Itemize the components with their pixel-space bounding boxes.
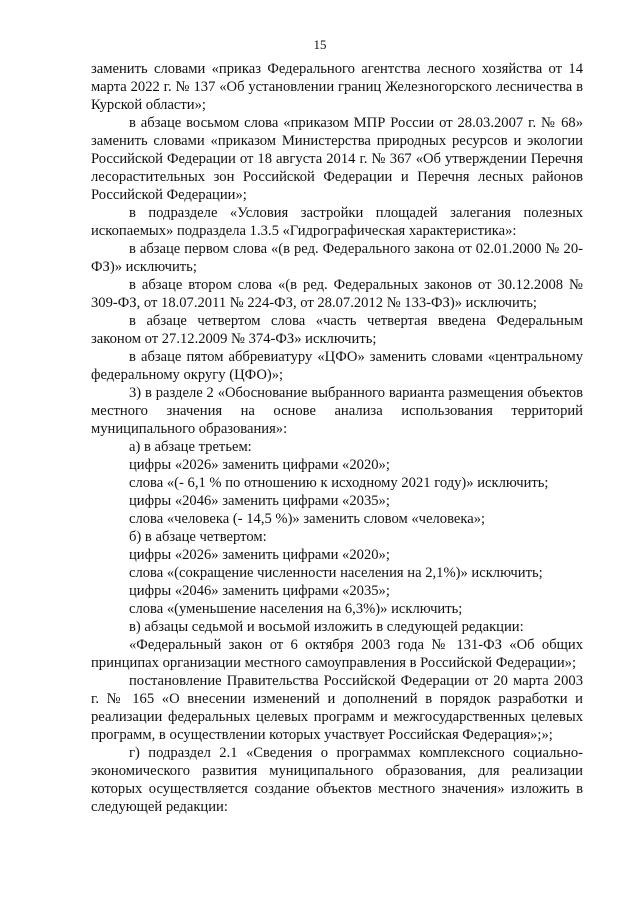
paragraph: в абзаце пятом аббревиатуру «ЦФО» заменить словами «центральному федеральному округу (ЦФО)»; [91, 349, 583, 383]
paragraph: а) в абзаце третьем: [129, 439, 252, 455]
paragraph: в) абзацы седьмой и восьмой изложить в следующей редакции: [129, 619, 524, 635]
paragraph: цифры «2026» заменить цифрами «2020»; [129, 547, 390, 563]
paragraph: б) в абзаце четвертом: [129, 529, 267, 545]
paragraph: в абзаце восьмом слова «приказом МПР России от 28.03.2007 г. № 68» заменить словами «приказом Министерства природных ресурсов и экологии Российской Федерации от 18 августа 2014 г. № 367 «Об утверждении Перечня лесорастительных зон Российской Федерации и Перечня лесных районов Российской Федерации»; [91, 115, 583, 203]
paragraph: слова «(- 6,1 % по отношению к исходному 2021 году)» исключить; [129, 475, 549, 491]
paragraph: «Федеральный закон от 6 октября 2003 года № 131-ФЗ «Об общих принципах организации местного самоуправления в Российской Федерации»; [91, 637, 583, 671]
paragraph: в абзаце втором слова «(в ред. Федеральных законов от 30.12.2008 № 309-ФЗ, от 18.07.2011 № 224-ФЗ, от 28.07.2012 № 133-ФЗ)» исключить; [91, 277, 583, 311]
paragraph: слова «человека (- 14,5 %)» заменить словом «человека»; [129, 511, 486, 527]
paragraph: в подразделе «Условия застройки площадей залегания полезных ископаемых» подраздела 1.3.5 «Гидрографическая характеристика»: [91, 205, 583, 239]
paragraph: 3) в разделе 2 «Обоснование выбранного варианта размещения объектов местного значения на основе анализа использования территорий муниципального образования»: [91, 385, 583, 437]
paragraph: слова «(сокращение численности населения на 2,1%)» исключить; [129, 565, 543, 581]
paragraph: цифры «2046» заменить цифрами «2035»; [129, 493, 390, 509]
paragraph: г) подраздел 2.1 «Сведения о программах комплексного социально-экономического развития муниципального образования, для реализации которых осуществляется создание объектов местного значения» изложить в следующей редакции: [91, 745, 583, 815]
paragraph: цифры «2046» заменить цифрами «2035»; [129, 583, 390, 599]
paragraph: слова «(уменьшение населения на 6,3%)» исключить; [129, 601, 463, 617]
paragraph: заменить словами «приказ Федерального агентства лесного хозяйства от 14 марта 2022 г. № 137 «Об установлении границ Железногорского лесничества в Курской области»; [91, 61, 583, 113]
paragraph: в абзаце первом слова «(в ред. Федерального закона от 02.01.2000 № 20-ФЗ)» исключить; [91, 241, 583, 275]
page-number: 15 [313, 37, 327, 52]
paragraph: постановление Правительства Российской Федерации от 20 марта 2003 г. № 165 «О внесении изменений и дополнений в порядок разработки и реализации федеральных целевых программ и межгосударственных целевых программ, в осуществлении которых участвует Российская Федерация»;»; [91, 673, 583, 743]
paragraph: цифры «2026» заменить цифрами «2020»; [129, 457, 390, 473]
document-body [91, 60, 583, 816]
paragraph: в абзаце четвертом слова «часть четвертая введена Федеральным законом от 27.12.2009 № 374-ФЗ» исключить; [91, 313, 583, 347]
